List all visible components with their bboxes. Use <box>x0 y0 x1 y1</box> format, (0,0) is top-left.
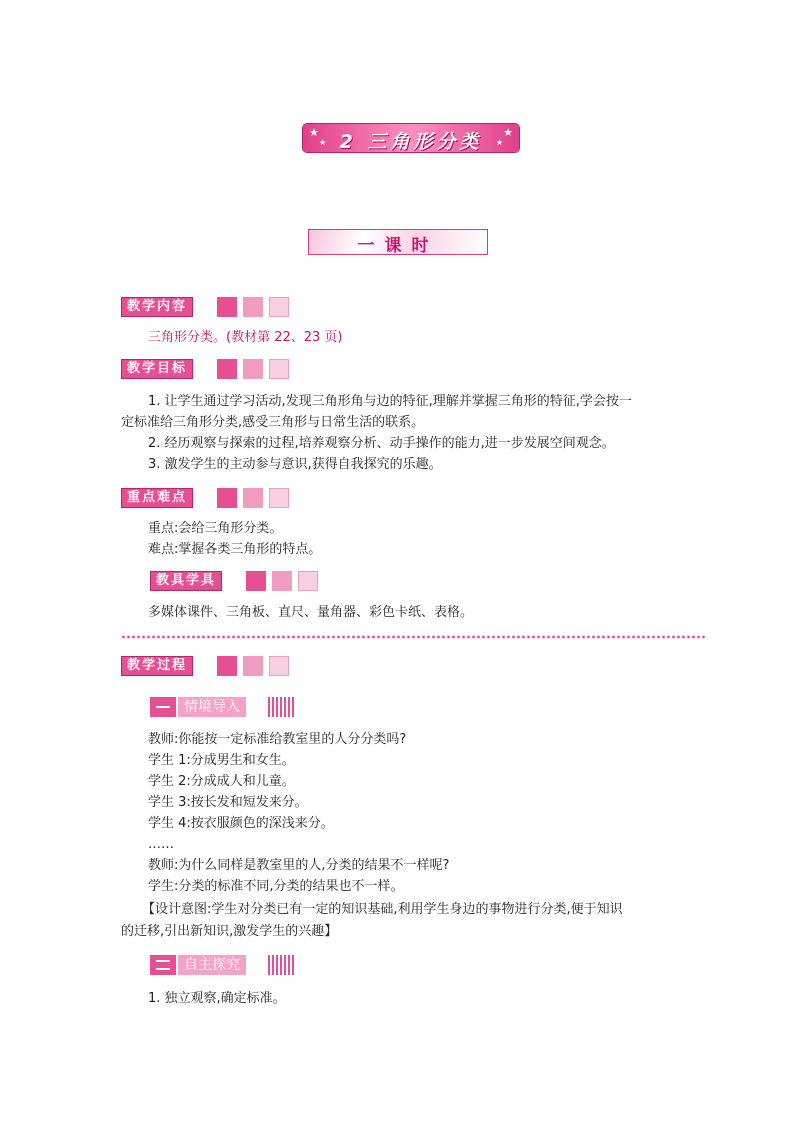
section-header-key-points <box>121 488 296 508</box>
lesson-title-banner <box>308 229 488 255</box>
decor-stripes <box>268 697 294 717</box>
decor-square <box>298 571 318 591</box>
chapter-title: 2 三角形分类 <box>339 131 483 153</box>
lesson-title: 一课时 <box>357 236 439 256</box>
dialogue-line: 教师:为什么同样是教室里的人,分类的结果不一样呢? <box>148 858 450 873</box>
goal-line: 2. 经历观察与探索的过程,培养观察分析、动手操作的能力,进一步发展空间观念。 <box>148 436 615 451</box>
decor-square <box>243 297 263 317</box>
tools-text: 多媒体课件、三角板、直尺、量角器、彩色卡纸、表格。 <box>148 605 474 620</box>
step-line: 1. 独立观察,确定标准。 <box>148 991 286 1006</box>
dialogue-line: 学生:分类的标准不同,分类的结果也不一样。 <box>148 879 404 894</box>
dialogue-line: 教师:你能按一定标准给教室里的人分分类吗? <box>148 732 407 747</box>
dotted-divider <box>121 634 707 640</box>
chapter-title-banner <box>303 124 519 152</box>
decor-stripes <box>268 955 294 975</box>
decor-square <box>217 297 237 317</box>
section-label: 教具学具 <box>150 571 222 591</box>
number-two-badge <box>150 955 176 975</box>
section-label: 教学过程 <box>121 656 193 676</box>
goal-line: 定标准给三角形分类,感受三角形与日常生活的联系。 <box>121 415 425 430</box>
design-intent-line: 的迁移,引出新知识,激发学生的兴趣】 <box>121 924 338 939</box>
key-point-line: 难点:掌握各类三角形的特点。 <box>148 542 322 557</box>
goal-line: 3. 激发学生的主动参与意识,获得自我探究的乐趣。 <box>148 457 442 472</box>
decor-square <box>246 571 266 591</box>
star-icon: ★ <box>503 126 513 139</box>
dialogue-line: …… <box>148 837 174 852</box>
decor-square <box>269 656 289 676</box>
goal-line: 1. 让学生通过学习活动,发现三角形角与边的特征,理解并掌握三角形的特征,学会按一 <box>148 394 632 409</box>
design-intent-line: 【设计意图:学生对分类已有一定的知识基础,利用学生身边的事物进行分类,便于知识 <box>142 902 623 917</box>
decor-square <box>269 297 289 317</box>
decor-square <box>269 359 289 379</box>
subsection-header-explore <box>150 955 296 975</box>
decor-square <box>217 359 237 379</box>
section-header-tools <box>150 571 325 591</box>
section-label: 重点难点 <box>121 488 193 508</box>
dialogue-line: 学生 2:分成成人和儿童。 <box>148 774 295 789</box>
section-label: 教学目标 <box>121 359 193 379</box>
decor-square <box>243 656 263 676</box>
star-icon: ★ <box>319 138 327 147</box>
subsection-label: 自主探究 <box>178 955 246 975</box>
dialogue-line: 学生 3:按长发和短发来分。 <box>148 795 308 810</box>
section-label: 教学内容 <box>121 297 193 317</box>
number-one-badge <box>150 697 176 717</box>
decor-square <box>243 359 263 379</box>
decor-square <box>243 488 263 508</box>
content-text: 三角形分类。(教材第 22、23 页) <box>148 330 343 345</box>
section-header-goals <box>121 359 296 379</box>
dialogue-line: 学生 1:分成男生和女生。 <box>148 753 295 768</box>
decor-square <box>272 571 292 591</box>
dialogue-line: 学生 4:按衣服颜色的深浅来分。 <box>148 816 334 831</box>
section-header-process <box>121 656 296 676</box>
key-point-line: 重点:会给三角形分类。 <box>148 521 283 536</box>
star-icon: ★ <box>495 138 503 147</box>
section-header-content <box>121 297 296 317</box>
subsection-label: 情境导入 <box>178 697 246 717</box>
decor-square <box>217 488 237 508</box>
subsection-header-intro <box>150 697 296 717</box>
decor-square <box>217 656 237 676</box>
decor-square <box>269 488 289 508</box>
star-icon: ★ <box>309 126 319 139</box>
